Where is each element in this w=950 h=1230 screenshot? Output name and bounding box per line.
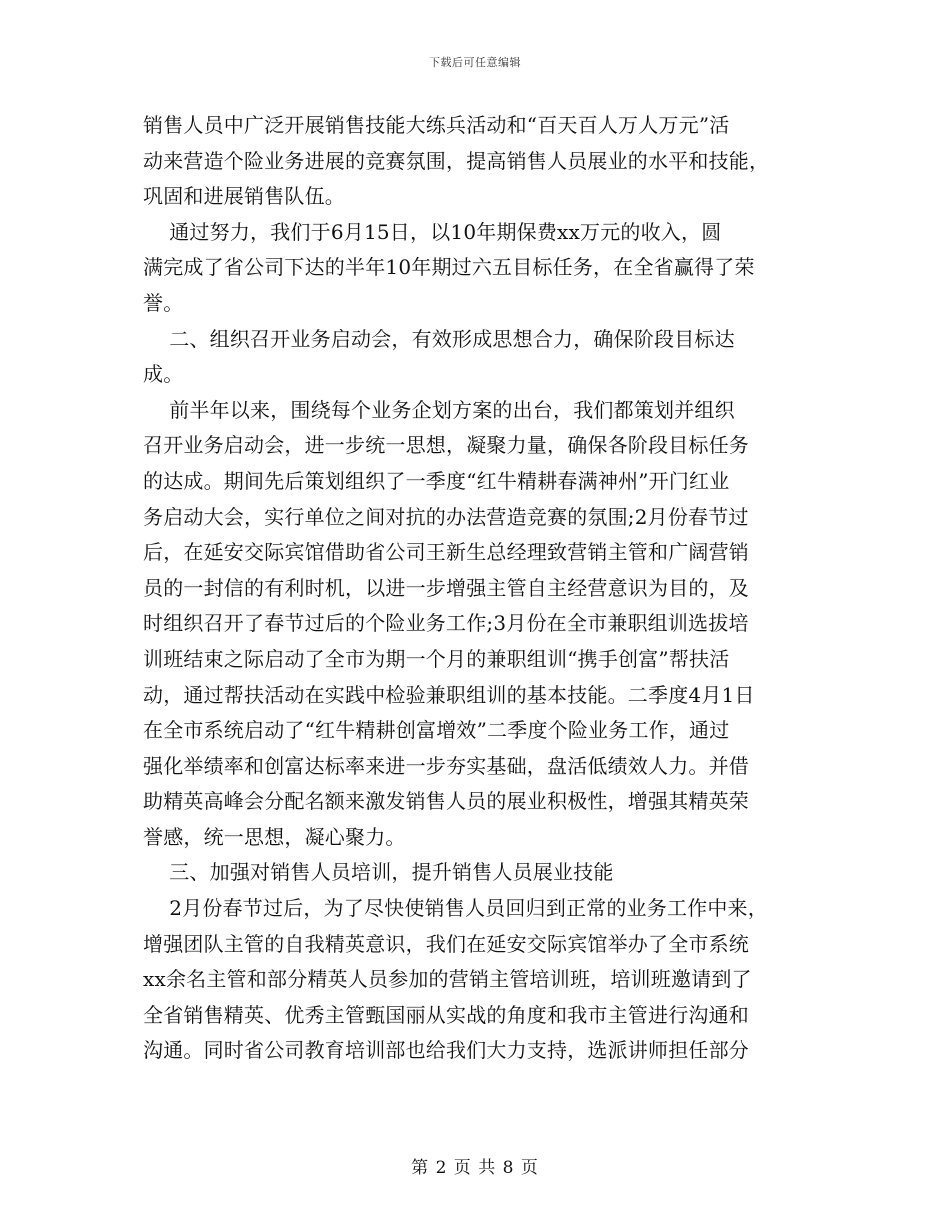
text-line: 全省销售精英、优秀主管甄国丽从实战的角度和我市主管进行沟通和 xyxy=(143,1002,749,1027)
text-line: 时组织召开了春节过后的个险业务工作;3月份在全市兼职组训选拔培 xyxy=(143,611,749,636)
text-line: 2月份春节过后，为了尽快使销售人员回归到正常的业务工作中来， xyxy=(143,896,768,921)
section-heading-line: 三、加强对销售人员培训，提升销售人员展业技能 xyxy=(143,860,614,885)
text-line: 训班结束之际启动了全市为期一个月的兼职组训“携手创富”帮扶活 xyxy=(143,646,730,671)
text-line: 销售人员中广泛开展销售技能大练兵活动和“百天百人万人万元”活 xyxy=(143,113,730,137)
text-line: 增强团队主管的自我精英意识，我们在延安交际宾馆举办了全市系统 xyxy=(143,931,749,956)
text-line: 的达成。期间先后策划组织了一季度“红牛精耕春满神州”开门红业 xyxy=(143,468,730,493)
text-line: 巩固和进展销售队伍。 xyxy=(143,184,345,209)
section-heading-line: 二、组织召开业务启动会，有效形成思想合力，确保阶段目标达 xyxy=(143,326,735,351)
text-line: 助精英高峰会分配名额来激发销售人员的展业积极性，增强其精英荣 xyxy=(143,789,749,814)
text-line: 满完成了省公司下达的半年10年期过六五目标任务，在全省赢得了荣 xyxy=(143,255,755,280)
text-line: 后，在延安交际宾馆借助省公司王新生总经理致营销主管和广阔营销 xyxy=(143,540,749,565)
text-line: 通过努力，我们于6月15日，以10年期保费xx万元的收入，圆 xyxy=(143,219,722,244)
section-heading-line: 成。 xyxy=(143,362,184,387)
page-number-footer: 第 2 页 共 8 页 xyxy=(411,1158,539,1178)
text-line: 务启动大会，实行单位之间对抗的办法营造竞赛的氛围;2月份春节过 xyxy=(143,504,749,529)
text-line: 召开业务启动会，进一步统一思想，凝聚力量，确保各阶段目标任务 xyxy=(143,433,749,458)
text-line: 誉感，统一思想，凝心聚力。 xyxy=(143,824,406,849)
page-header: 下载后可任意编辑 xyxy=(429,56,521,69)
text-line: 动来营造个险业务进展的竞赛氛围，提高销售人员展业的水平和技能， xyxy=(143,148,770,173)
text-line: 动，通过帮扶活动在实践中检验兼职组训的基本技能。二季度4月1日 xyxy=(143,682,755,707)
text-line: 沟通。同时省公司教育培训部也给我们大力支持，选派讲师担任部分 xyxy=(143,1038,749,1063)
text-line: 员的一封信的有利时机，以进一步增强主管自主经营意识为目的，及 xyxy=(143,575,749,600)
text-line: 在全市系统启动了“红牛精耕创富增效”二季度个险业务工作，通过 xyxy=(143,718,730,743)
text-line: 前半年以来，围绕每个业务企划方案的出台，我们都策划并组织 xyxy=(143,397,735,422)
text-line: 强化举绩率和创富达标率来进一步夯实基础，盘活低绩效人力。并借 xyxy=(143,753,749,778)
text-line: 誉。 xyxy=(143,290,184,315)
document-body xyxy=(143,108,823,1069)
text-line: xx余名主管和部分精英人员参加的营销主管培训班，培训班邀请到了 xyxy=(143,967,752,992)
